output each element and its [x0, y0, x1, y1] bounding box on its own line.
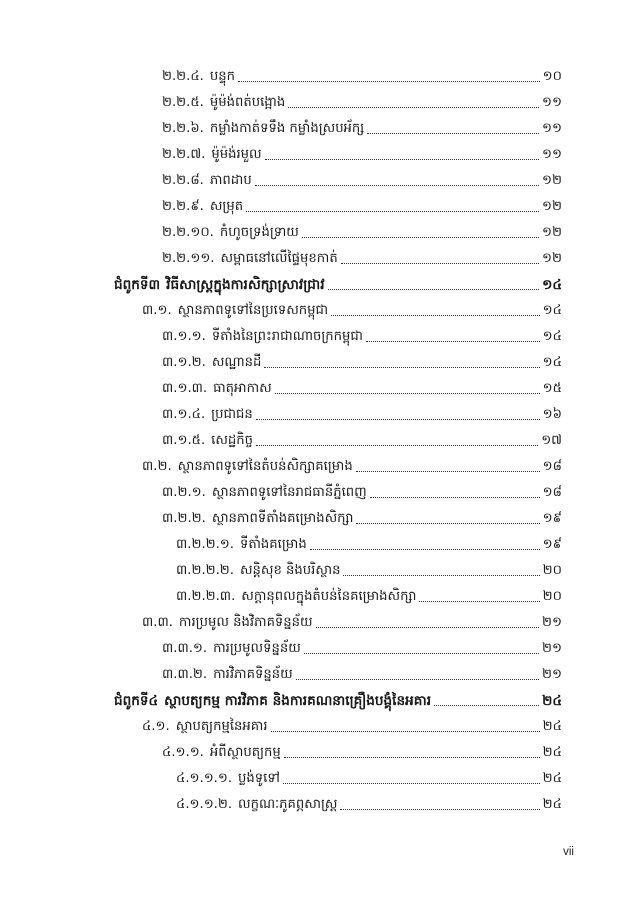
toc-entry: [162, 242, 562, 268]
toc-entry-title: ការប្រមូល និងវិភាគទិន្នន័យ: [178, 615, 313, 630]
toc-dot-leader: [316, 627, 539, 628]
toc-entry-page: ១៤: [542, 355, 562, 370]
toc-entry-title: ធាតុអាកាស: [213, 381, 272, 396]
toc-entry-number: ៣.២.២.១.: [176, 537, 234, 552]
toc-dot-leader: [367, 133, 539, 134]
toc-dot-leader: [419, 601, 539, 602]
toc-entry-number: ៣.២.: [142, 459, 172, 474]
toc-entry-title: ស្ថានភាពទូទៅនៃរាជធានីភ្នំពេញ: [211, 485, 367, 500]
toc-entry-page: ១៦: [542, 407, 562, 422]
toc-entry: [162, 216, 562, 242]
toc-entry-title: ប្រជាជន: [211, 407, 253, 422]
toc-entry-title: ប្លង់ទូទៅ: [238, 771, 280, 786]
toc-dot-leader: [256, 445, 538, 446]
toc-dot-leader: [302, 237, 539, 238]
toc-entry: [162, 736, 562, 762]
toc-entry: [162, 398, 562, 424]
toc-entry-title: បន្ទុក: [209, 69, 235, 84]
toc-dot-leader: [356, 523, 539, 524]
toc-entry-title: សន្តិសុខ និងបរិស្ថាន: [239, 563, 341, 578]
toc-entry-title: កម្លាំងកាត់ទទឹង កម្លាំងស្របអ័ក្ស: [209, 121, 365, 136]
toc-entry-number: ៣.១.: [142, 303, 172, 318]
toc-entry-title: ស្ថានភាពទូទៅនៃប្រទេសកម្ពុជា: [177, 303, 329, 318]
toc-entry: [162, 346, 562, 372]
toc-entry-number: ៣.១.១.: [162, 329, 206, 344]
toc-entry: [142, 606, 562, 632]
toc-entry: [142, 450, 562, 476]
toc-entry-page: ២១: [542, 641, 562, 656]
toc-entry: [162, 424, 562, 450]
toc-chapter-entry: [114, 684, 562, 710]
toc-entry-page: ១១: [542, 95, 562, 110]
toc-entry-page: ២១: [542, 615, 562, 630]
toc-dot-leader: [310, 549, 540, 550]
toc-dot-leader: [265, 159, 539, 160]
toc-dot-leader: [343, 575, 539, 576]
toc-entry-page: ១៩: [542, 511, 562, 526]
toc-entry-number: ៣.១.៣.: [162, 381, 208, 396]
toc-dot-leader: [341, 263, 539, 264]
toc-entry-number: ៣.៣.២.: [162, 667, 208, 682]
toc-dot-leader: [255, 185, 539, 186]
toc-entry-number: ២.២.៤.: [162, 69, 204, 84]
toc-entry-title: ការវិភាគទិន្នន័យ: [213, 667, 293, 682]
toc-entry-number: ៣.៣.១.: [162, 641, 208, 656]
toc-entry-page: ១៩: [542, 537, 562, 552]
toc-entry-page: ១៤: [542, 277, 562, 293]
toc-entry-page: ១០: [542, 69, 562, 84]
toc-entry: [176, 580, 562, 606]
toc-entry: [162, 502, 562, 528]
toc-entry-number: ២.២.៦.: [162, 121, 204, 136]
toc-entry-title: ភាពដាប: [209, 173, 252, 188]
toc-entry: [176, 788, 562, 814]
toc-dot-leader: [283, 783, 540, 784]
toc-entry-number: ៣.៣.: [142, 615, 173, 630]
toc-entry-title: សម្ពាធនៅលើផ្ទៃមុខកាត់: [220, 251, 338, 266]
toc-entry-title: ស្ថានភាពទីតាំងគម្រោងសិក្សា: [211, 511, 354, 526]
toc-entry-number: ៣.២.២.: [162, 511, 206, 526]
toc-entry-title: កំហូចទ្រង់ទ្រាយ: [219, 225, 299, 240]
toc-entry-title: វិធីសាស្ត្រក្នុងការសិក្សាស្រាវជ្រាវ: [166, 277, 325, 293]
page-number: vii: [563, 846, 574, 858]
toc-entry-number: ២.២.៥.: [162, 95, 204, 110]
toc-entry: [162, 86, 562, 112]
toc-entry-title: សណ្ឋានដី: [211, 355, 262, 370]
toc-entry: [162, 632, 562, 658]
toc-entry-title: ការប្រមូលទិន្នន័យ: [213, 641, 301, 656]
toc-entry-page: ១៤: [542, 303, 562, 318]
toc-entry-page: ២០: [542, 589, 562, 604]
toc-entry-title: ស្ថាបត្យកម្ម ការវិភាគ និងការគណនាគ្រឿងបង្គុំនៃអគារ: [164, 693, 432, 709]
toc-dot-leader: [331, 315, 540, 316]
toc-entry-number: ជំពូកទី៣: [114, 277, 161, 293]
toc-entry: [162, 658, 562, 684]
toc-entry-number: ៣.២.១.: [162, 485, 206, 500]
toc-entry: [176, 528, 562, 554]
toc-entry-page: ១៨: [542, 459, 562, 474]
toc-entry-number: ២.២.១១.: [162, 251, 215, 266]
toc-dot-leader: [296, 679, 539, 680]
toc-entry-page: ១១: [542, 121, 562, 136]
toc-entry: [162, 112, 562, 138]
toc-entry-number: ២.២.១០.: [162, 225, 214, 240]
toc-entry-number: ២.២.៧.: [162, 147, 206, 162]
toc-dot-leader: [304, 653, 539, 654]
toc-entry-page: ១៥: [542, 381, 562, 396]
toc-chapter-entry: [114, 268, 562, 294]
toc-dot-leader: [366, 341, 540, 342]
toc-entry: [162, 372, 562, 398]
toc-entry-number: ៤.១.១.: [162, 745, 204, 760]
toc-entry-number: ៣.១.៤.: [162, 407, 206, 422]
toc-dot-leader: [328, 289, 540, 290]
toc-entry-page: ២០: [542, 563, 562, 578]
toc-entry-number: ៣.២.២.២.: [176, 563, 234, 578]
toc-entry-number: ៤.១.១.១.: [176, 771, 233, 786]
toc-entry-page: ១៨: [542, 485, 562, 500]
toc-entry: [142, 710, 562, 736]
toc-entry-page: ២៤: [542, 693, 562, 709]
toc-dot-leader: [288, 107, 539, 108]
toc-entry-title: លក្ខណៈភូគព្ភសាស្ត្រ: [238, 797, 338, 812]
toc-entry-page: ១២: [542, 225, 562, 240]
toc-entry-number: ៣.១.៥.: [162, 433, 206, 448]
toc-entry: [142, 294, 562, 320]
toc-entry-page: ១២: [542, 199, 562, 214]
toc-entry: [176, 554, 562, 580]
toc-entry-number: ជំពូកទី៤: [114, 693, 159, 709]
toc-dot-leader: [256, 419, 540, 420]
toc-entry-title: សេដ្ឋកិច្ច: [211, 433, 254, 448]
toc-entry-page: ១២: [542, 251, 562, 266]
toc-dot-leader: [264, 367, 539, 368]
toc-dot-leader: [246, 211, 539, 212]
toc-entry-number: ២.២.៩.: [162, 199, 204, 214]
toc-entry-number: ៣.២.២.៣.: [176, 589, 236, 604]
toc-entry-page: ២៤: [542, 719, 562, 734]
toc-entry-title: ស្ថាបត្យកម្មនៃអគារ: [175, 719, 268, 734]
toc-dot-leader: [434, 705, 539, 706]
toc-entry-title: ម៉ូម៉ង់ពត់បង្អោង: [209, 95, 286, 110]
toc-entry-page: ១២: [542, 173, 562, 188]
toc-dot-leader: [271, 731, 540, 732]
toc-dot-leader: [370, 497, 540, 498]
toc-entry: [162, 476, 562, 502]
toc-entry-number: ៤.១.: [142, 719, 170, 734]
toc-entry: [162, 60, 562, 86]
toc-dot-leader: [356, 471, 540, 472]
toc-dot-leader: [275, 393, 540, 394]
toc-entry-title: សក្តានុពលក្នុងតំបន់នៃគម្រោងសិក្សា: [241, 589, 417, 604]
toc-entry: [162, 190, 562, 216]
toc-entry-title: ទីតាំងនៃព្រះរាជាណាចក្រកម្ពុជា: [211, 329, 363, 344]
toc-entry-title: ស្ថានភាពទូទៅនៃតំបន់សិក្សាគម្រោង: [177, 459, 353, 474]
toc-entry-title: សម្រុត: [209, 199, 244, 214]
toc-entry-page: ២១: [542, 667, 562, 682]
toc-entry-number: ៣.១.២.: [162, 355, 206, 370]
toc-dot-leader: [238, 81, 540, 82]
toc-entry-page: ១៧: [541, 433, 562, 448]
toc-entry: [162, 138, 562, 164]
toc-entry-page: ២៤: [542, 745, 562, 760]
toc-entry-number: ៤.១.១.២.: [176, 797, 233, 812]
toc-entry-page: ២៤: [542, 771, 562, 786]
toc-entry: [162, 164, 562, 190]
toc-entry-page: ១៤: [542, 329, 562, 344]
toc-entry-page: ២៤: [542, 797, 562, 812]
toc-dot-leader: [284, 757, 540, 758]
toc-entry-title: អំពីស្ថាបត្យកម្ម: [209, 745, 281, 760]
toc-entry-title: ម៉ូម៉ង់រមួល: [211, 147, 262, 162]
toc-entry-title: ទីតាំងគម្រោង: [239, 537, 307, 552]
toc-dot-leader: [340, 809, 539, 810]
toc-entry-number: ២.២.៨.: [162, 173, 204, 188]
toc-entry: [176, 762, 562, 788]
toc-entry-page: ១១: [542, 147, 562, 162]
toc-entry: [162, 320, 562, 346]
